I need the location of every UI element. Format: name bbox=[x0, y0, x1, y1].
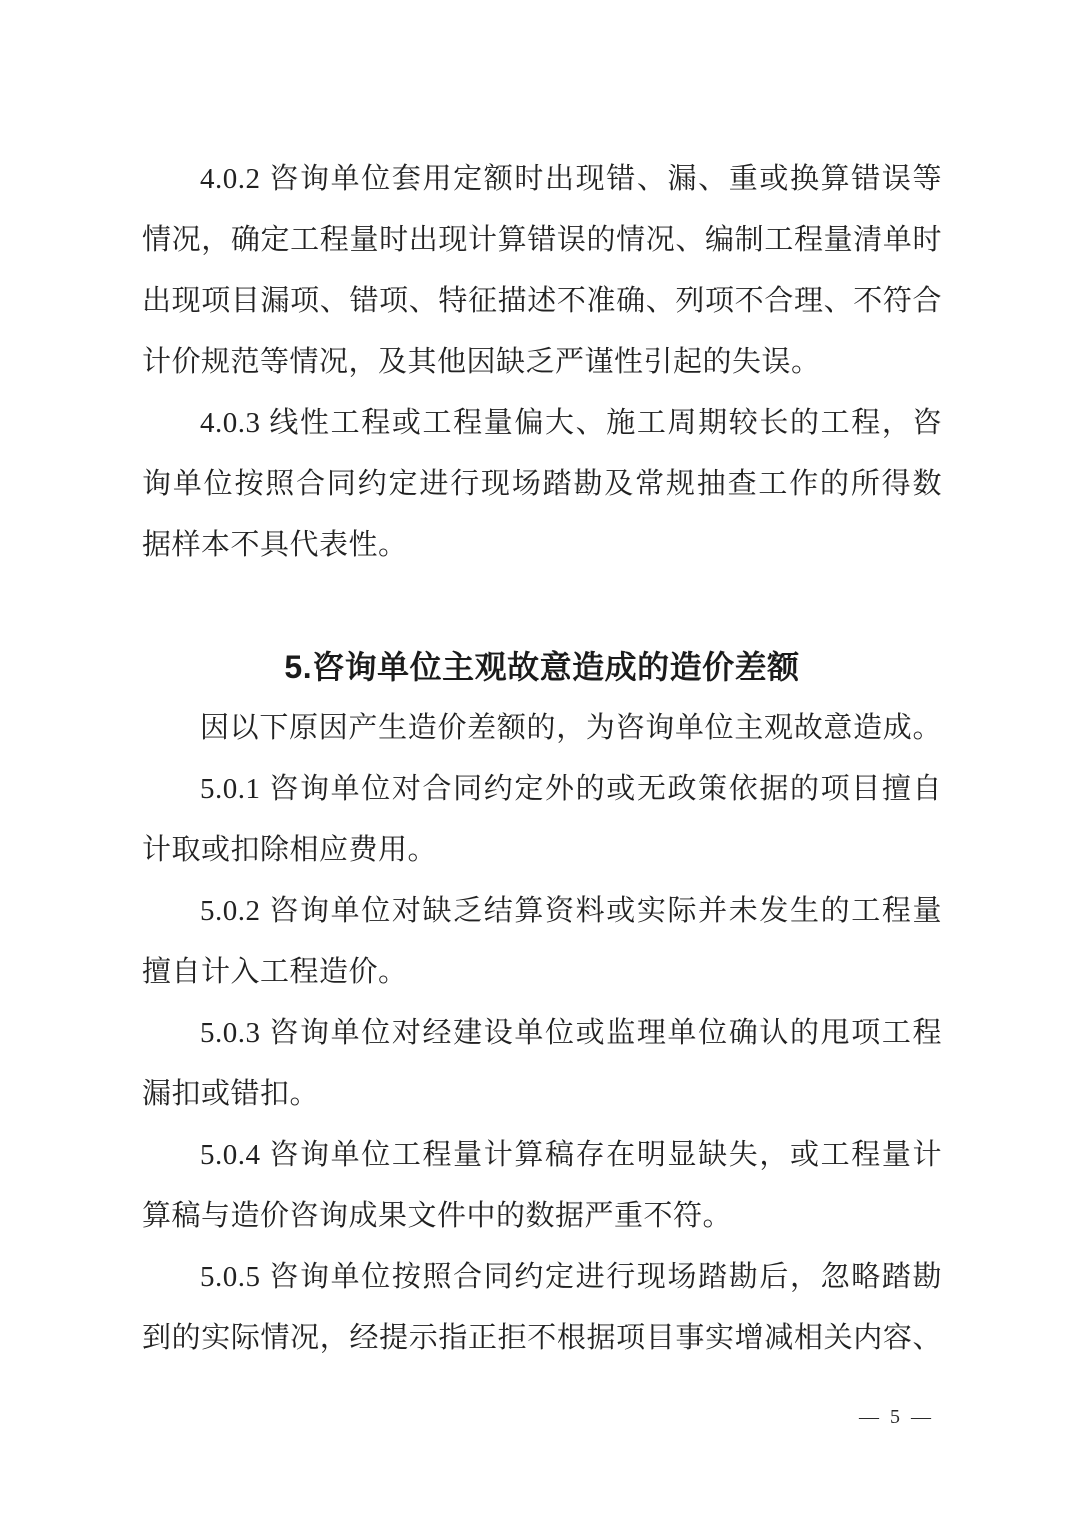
text-line: 因以下原因产生造价差额的，为咨询单位主观故意造成。 bbox=[200, 712, 942, 744]
text-line: 情况，确定工程量时出现计算错误的情况、编制工程量清单时 bbox=[142, 224, 942, 256]
text-line: 擅自计入工程造价。 bbox=[142, 956, 408, 988]
text-line: 漏扣或错扣。 bbox=[142, 1078, 320, 1110]
text-line: 据样本不具代表性。 bbox=[142, 529, 408, 561]
text-line: 4.0.2 咨询单位套用定额时出现错、漏、重或换算错误等 bbox=[200, 163, 942, 195]
paragraph-5-0-1 bbox=[142, 759, 942, 881]
paragraph-4-0-3 bbox=[142, 393, 942, 576]
page-number: — 5 — bbox=[859, 1406, 934, 1428]
text-line: 询单位按照合同约定进行现场踏勘及常规抽查工作的所得数 bbox=[142, 468, 942, 500]
section-5 bbox=[142, 637, 942, 1369]
text-line: 5.0.5 咨询单位按照合同约定进行现场踏勘后，忽略踏勘 bbox=[200, 1261, 942, 1293]
text-line: 到的实际情况，经提示指正拒不根据项目事实增减相关内容、 bbox=[142, 1322, 942, 1354]
text-line: 出现项目漏项、错项、特征描述不准确、列项不合理、不符合 bbox=[142, 285, 942, 317]
section-5-intro bbox=[142, 698, 942, 759]
text-line: 5.0.1 咨询单位对合同约定外的或无政策依据的项目擅自 bbox=[200, 773, 942, 805]
text-line: 算稿与造价咨询成果文件中的数据严重不符。 bbox=[142, 1200, 733, 1232]
section-5-heading: 5.咨询单位主观故意造成的造价差额 bbox=[284, 649, 800, 685]
text-line: 4.0.3 线性工程或工程量偏大、施工周期较长的工程，咨 bbox=[200, 407, 942, 439]
paragraph-5-0-4 bbox=[142, 1125, 942, 1247]
paragraph-5-0-2 bbox=[142, 881, 942, 1003]
paragraph-5-0-5 bbox=[142, 1247, 942, 1369]
text-line: 计价规范等情况，及其他因缺乏严谨性引起的失误。 bbox=[142, 346, 821, 378]
text-line: 5.0.4 咨询单位工程量计算稿存在明显缺失，或工程量计 bbox=[200, 1139, 942, 1171]
section-4 bbox=[142, 149, 942, 576]
text-line: 计取或扣除相应费用。 bbox=[142, 834, 438, 866]
paragraph-5-0-3 bbox=[142, 1003, 942, 1125]
text-line: 5.0.3 咨询单位对经建设单位或监理单位确认的甩项工程 bbox=[200, 1017, 942, 1049]
paragraph-4-0-2 bbox=[142, 149, 942, 393]
text-line: 5.0.2 咨询单位对缺乏结算资料或实际并未发生的工程量 bbox=[200, 895, 942, 927]
page-content bbox=[142, 149, 942, 1369]
